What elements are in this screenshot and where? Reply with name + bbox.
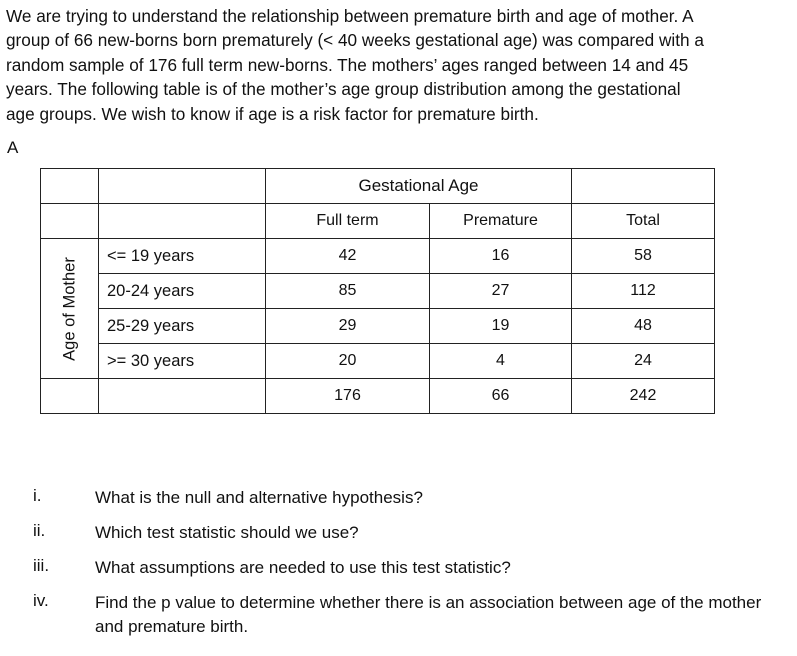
table-row [41, 344, 715, 379]
gestational-age-header: Gestational Age [266, 169, 572, 204]
age-group-cell: <= 19 years [99, 239, 266, 274]
total-cell: 58 [572, 239, 715, 274]
age-of-mother-label: Age of Mother [60, 256, 78, 361]
question-text: Which test statistic should we use? [95, 523, 359, 542]
intro-line: random sample of 176 full term new-borns. The mothers’ ages ranged between 14 and 45 [6, 54, 689, 75]
intro-line: years. The following table is of the mother’s age group distribution among the gestational [6, 79, 681, 100]
premature-cell: 4 [430, 344, 572, 379]
total-cell: 48 [572, 309, 715, 344]
age-group-cell: 25-29 years [99, 309, 266, 344]
table-totals-row [41, 379, 715, 414]
intro-line: group of 66 new-borns born prematurely (< 40 weeks gestational age) was compared with a [6, 30, 704, 51]
full-term-cell: 20 [266, 344, 430, 379]
empty-cell [99, 204, 266, 239]
empty-cell [41, 204, 99, 239]
full-term-cell: 29 [266, 309, 430, 344]
premature-cell: 27 [430, 274, 572, 309]
table-row [41, 239, 715, 274]
premature-cell: 16 [430, 239, 572, 274]
premature-cell: 19 [430, 309, 572, 344]
full-term-cell: 42 [266, 239, 430, 274]
section-label: A [7, 138, 19, 157]
question-number: ii. [33, 521, 46, 540]
grand-total-cell: 242 [572, 379, 715, 414]
full-term-total-cell: 176 [266, 379, 430, 414]
age-group-cell: 20-24 years [99, 274, 266, 309]
column-header-full-term: Full term [266, 204, 430, 239]
age-of-mother-header-cell [41, 239, 99, 379]
table-header-row [41, 169, 715, 204]
table-subheader-row [41, 204, 715, 239]
empty-cell [99, 169, 266, 204]
total-cell: 24 [572, 344, 715, 379]
question-number: i. [33, 486, 42, 505]
question-text: What is the null and alternative hypothesis? [95, 488, 423, 507]
premature-total-cell: 66 [430, 379, 572, 414]
table-row [41, 309, 715, 344]
question-text: What assumptions are needed to use this test statistic? [95, 558, 511, 577]
intro-line: age groups. We wish to know if age is a risk factor for premature birth. [6, 103, 539, 124]
question-number: iv. [33, 591, 49, 610]
total-cell: 112 [572, 274, 715, 309]
empty-cell [41, 169, 99, 204]
intro-paragraph [6, 4, 786, 126]
empty-cell [99, 379, 266, 414]
table-row [41, 274, 715, 309]
column-header-premature: Premature [430, 204, 572, 239]
question-number: iii. [33, 556, 50, 575]
question-text: Find the p value to determine whether there is an association between age of the mother and premature birth. [95, 593, 762, 636]
column-header-total: Total [572, 204, 715, 239]
age-gestation-table [40, 168, 715, 414]
intro-line: We are trying to understand the relationship between premature birth and age of mother. A [6, 6, 694, 26]
age-group-cell: >= 30 years [99, 344, 266, 379]
full-term-cell: 85 [266, 274, 430, 309]
empty-cell [572, 169, 715, 204]
empty-cell [41, 379, 99, 414]
